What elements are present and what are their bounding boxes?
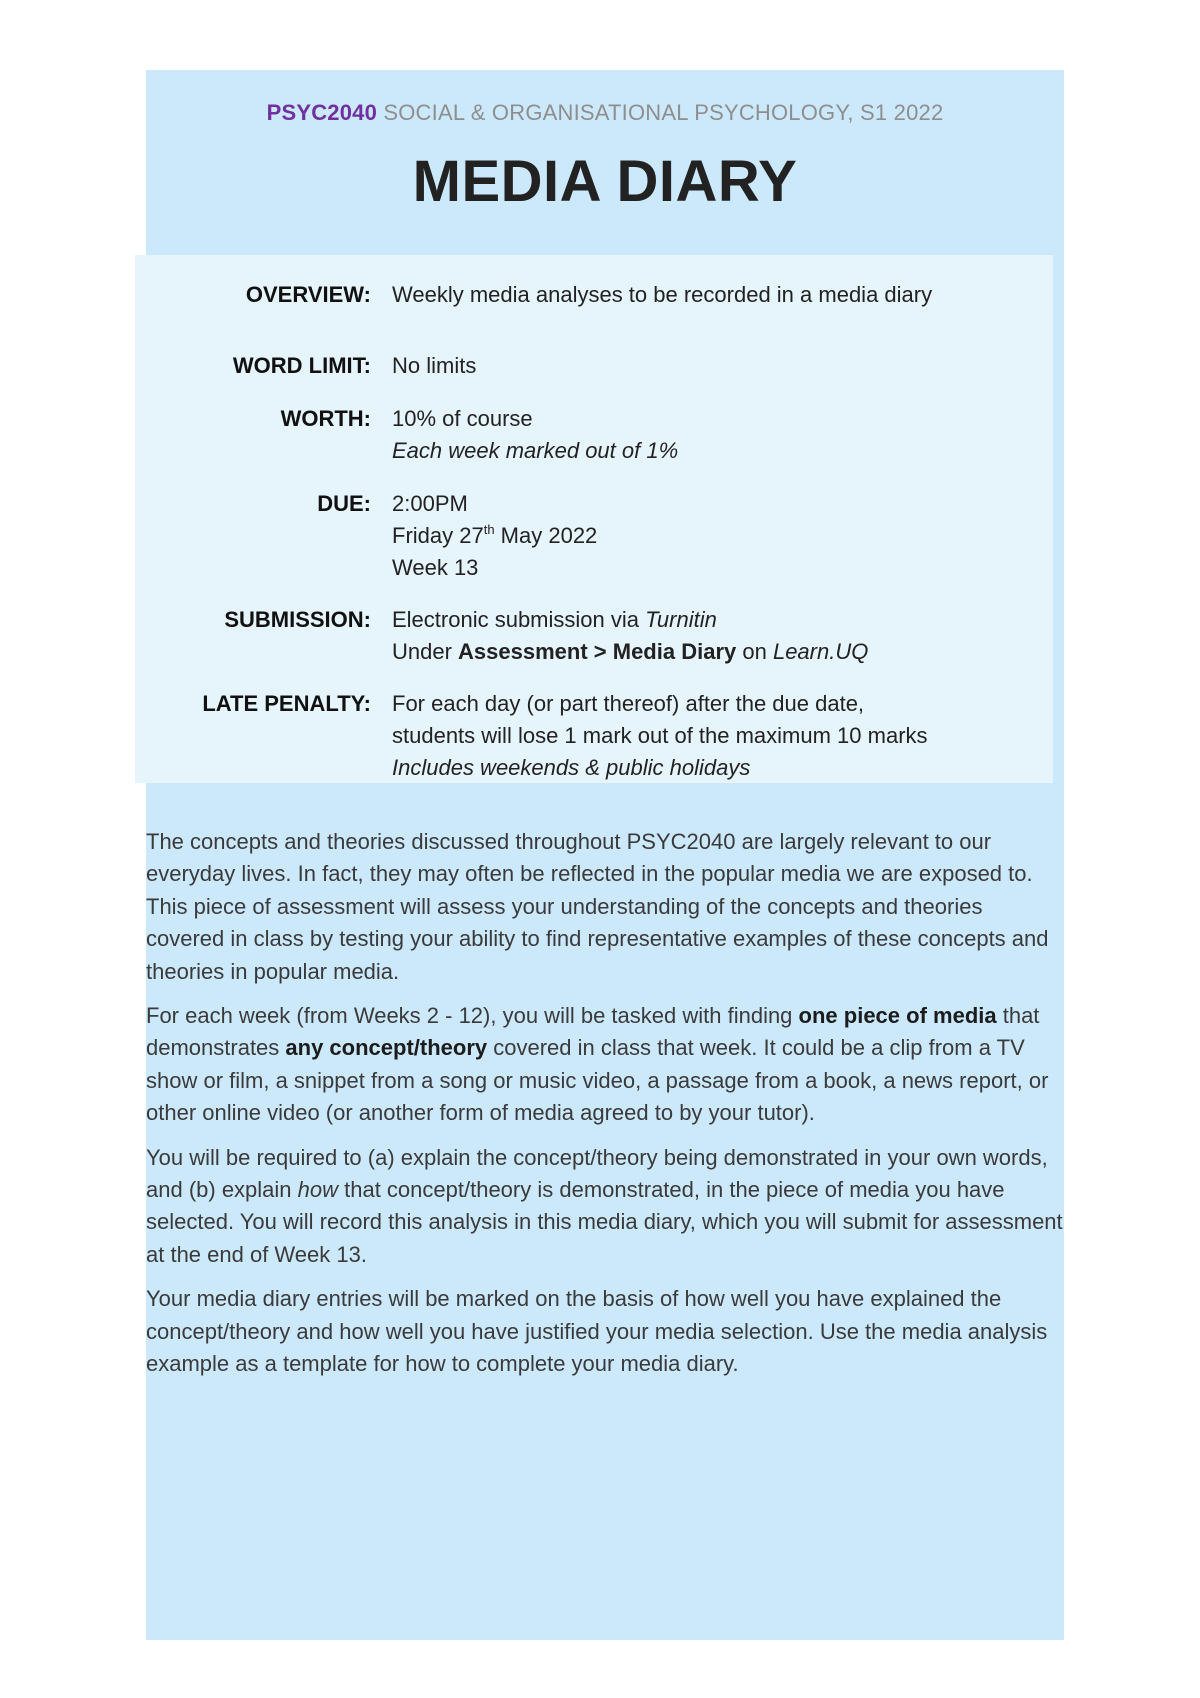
assessment-info-box [135, 255, 1053, 783]
due-date-month-year: May 2022 [494, 523, 598, 548]
info-value-overview [392, 279, 1032, 311]
info-value-word-limit [392, 350, 1032, 382]
paragraph-3-part-c: that concept/theory is demonstrated, in the piece of media you have selected. You will record this analysis in this media diary, which you will submit for assessment at the end of Week 13. [146, 1177, 1063, 1267]
assessment-description [146, 826, 1064, 1393]
info-label-overview: OVERVIEW: [245, 282, 371, 307]
info-value-worth [392, 403, 1032, 467]
paragraph-2-part-e: covered in class that week. It could be a clip from a TV show or film, a snippet from a song or music video, a passage from a book, a news report, or other online video (or another form of media agreed to by your tutor). [146, 1035, 1049, 1126]
info-label-word-limit: WORD LIMIT: [232, 353, 371, 378]
submission-method: Electronic submission via [392, 607, 646, 632]
due-date-day: Friday 27 [392, 523, 484, 548]
paragraph-2-bold-media: one piece of media [798, 1003, 997, 1029]
worth-line-2: Each week marked out of 1% [392, 438, 679, 463]
due-time: 2:00PM [392, 491, 468, 516]
info-value-late-penalty [392, 688, 1032, 784]
info-label-late-penalty: LATE PENALTY: [202, 691, 371, 716]
course-code: PSYC2040 [266, 100, 378, 125]
overview-text: Weekly media analyses to be recorded in a media diary [392, 282, 933, 307]
submission-line-2 [392, 636, 1032, 668]
paragraph-3-part-a: You will be required to (a) explain the concept/theory being demonstrated in your own words, and (b) explain [146, 1144, 1048, 1203]
paragraph-2-bold-concept: any concept/theory [285, 1035, 488, 1061]
paragraph-3-italic-how: how [297, 1177, 339, 1203]
paragraph-2-part-a: For each week (from Weeks 2 - 12), you will be tasked with finding [146, 1003, 799, 1029]
late-penalty-line-2: students will lose 1 mark out of the maximum 10 marks [392, 723, 928, 748]
due-week: Week 13 [392, 555, 479, 580]
submission-under: Under [392, 639, 459, 664]
page-title: MEDIA DIARY [412, 149, 798, 214]
paragraph-4: Your media diary entries will be marked on the basis of how well you have explained the concept/theory and how well you have justified your media selection. Use the media analysis example as a template for how to complete your media diary. [146, 1286, 1048, 1377]
info-label-submission: SUBMISSION: [224, 607, 371, 632]
submission-site: Learn.UQ [772, 639, 869, 664]
submission-line-1 [392, 604, 1032, 636]
late-penalty-line-3: Includes weekends & public holidays [392, 755, 751, 780]
paragraph-3 [146, 1142, 1064, 1272]
paragraph-1: The concepts and theories discussed throughout PSYC2040 are largely relevant to our everyday lives. In fact, they may often be reflected in the popular media we are exposed to. This piece of assessment will assess your understanding of the concepts and theories covered in class by testing your ability to find representative examples of these concepts and theories in popular media. [146, 829, 1049, 984]
info-value-due [392, 488, 1032, 584]
due-date [392, 520, 1032, 552]
info-label-due: DUE: [317, 491, 371, 516]
course-name: SOCIAL & ORGANISATIONAL PSYCHOLOGY, S1 2022 [383, 100, 944, 125]
worth-line-1: 10% of course [392, 406, 533, 431]
paragraph-2-part-c: that demonstrates [146, 1003, 1040, 1061]
due-date-suffix: th [483, 522, 495, 537]
word-limit-text: No limits [392, 353, 477, 378]
course-header [146, 100, 1064, 126]
submission-on: on [736, 639, 773, 664]
info-value-submission [392, 604, 1032, 668]
late-penalty-line-1: For each day (or part thereof) after the due date, [392, 691, 865, 716]
submission-location: Assessment > Media Diary [458, 639, 737, 664]
submission-platform: Turnitin [645, 607, 717, 632]
paragraph-2 [146, 1000, 1064, 1130]
info-label-worth: WORTH: [280, 406, 371, 431]
